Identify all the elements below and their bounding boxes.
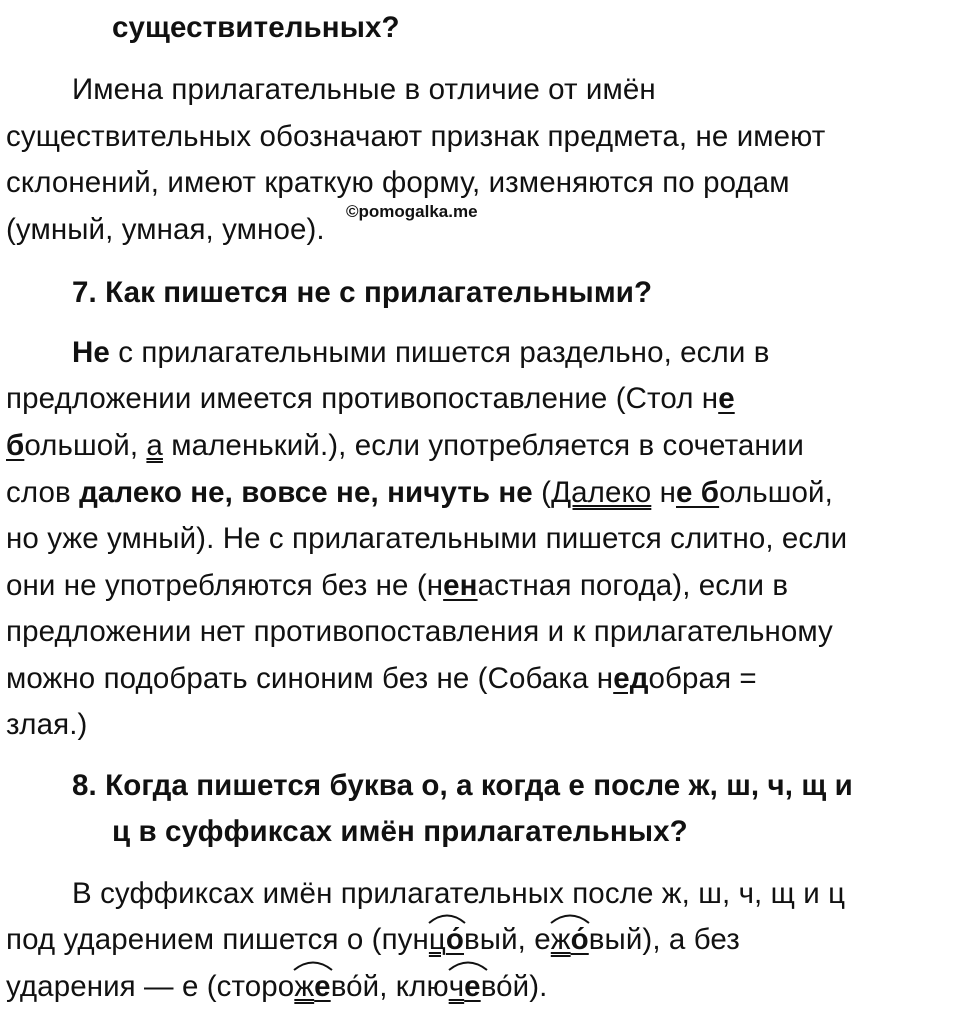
- highlight-ed: ед: [613, 662, 649, 695]
- text-run: ольшой,: [24, 429, 147, 462]
- text-run: слов: [6, 476, 80, 509]
- text-run: во́й).: [480, 970, 548, 1003]
- answer-7-line-3: [6, 428, 804, 464]
- consonant-ts: [429, 922, 446, 958]
- answer-8-line-3: [6, 969, 547, 1005]
- text-run: обрая =: [648, 662, 757, 695]
- answer-6-line-2: существительных обозначают признак предмета, не имеют: [6, 120, 826, 153]
- keyword-ne: Не: [72, 336, 110, 369]
- text-run: под ударением пишется о (пун: [6, 923, 429, 956]
- letter: ж: [550, 923, 571, 956]
- text-run: можно подобрать синоним без не (Собака н: [6, 662, 614, 695]
- highlight-e: е: [718, 382, 735, 415]
- suffix-arc-icon: [427, 912, 467, 924]
- consonant-zh: [294, 969, 314, 1005]
- text-run: ударения — е (сторо: [6, 970, 295, 1003]
- suffix-arc-icon: [549, 912, 591, 924]
- highlight-o: о́: [445, 923, 465, 956]
- question-8-heading-line-2: ц в суффиксах имён прилагательных?: [112, 815, 688, 848]
- highlight-o: о́: [570, 923, 589, 956]
- answer-7-line-9: злая.): [6, 708, 88, 741]
- answer-8-line-2: [6, 922, 740, 958]
- text-run: н: [651, 476, 676, 509]
- answer-6-line-1: Имена прилагательные в отличие от имён: [72, 73, 656, 106]
- text-run: астная погода), если в: [477, 569, 789, 602]
- highlight-b: б: [6, 429, 25, 462]
- text-run: с прилагательными пишется раздельно, если в: [109, 336, 770, 369]
- text-run: (: [532, 476, 552, 509]
- suffix-arc-icon: [292, 959, 334, 971]
- text-run: во́й, клю: [330, 970, 449, 1003]
- answer-7-line-2: [6, 381, 735, 417]
- text-run: предложении имеется противопоставление (Стол н: [6, 382, 719, 415]
- answer-7-line-8: [6, 661, 757, 697]
- text-run: они не употребляются без не (н: [6, 569, 444, 602]
- phrase-bold: далеко не, вовсе не, ничуть не: [79, 476, 533, 509]
- text-run: маленький.), если употребляется в сочетании: [162, 429, 804, 462]
- letter: ж: [294, 970, 315, 1003]
- answer-7-line-4: [6, 475, 833, 511]
- answer-6-line-3: склонений, имеют краткую форму, изменяются по родам: [6, 166, 790, 199]
- conjunction-a: а: [146, 429, 163, 462]
- question-6-heading: существительных?: [112, 11, 400, 44]
- answer-7-line-6: [6, 568, 788, 604]
- letter: ч: [448, 970, 465, 1003]
- answer-7-line-7: предложении нет противопоставления и к прилагательному: [6, 615, 833, 648]
- question-7-heading: 7. Как пишется не с прилагательными?: [72, 276, 653, 309]
- text-run: ольшой,: [719, 476, 833, 509]
- answer-6-line-4: (умный, умная, умное).: [6, 213, 325, 246]
- highlight-en: ен: [443, 569, 478, 602]
- answer-8-line-1: В суффиксах имён прилагательных после ж, ш, ч, щ и ц: [72, 877, 846, 910]
- highlight-e-b: е б: [676, 476, 720, 509]
- watermark: ©pomogalka.me: [346, 202, 478, 221]
- suffix-arc-icon: [447, 959, 489, 971]
- consonant-zh: [551, 922, 571, 958]
- answer-7-line-1: [72, 335, 770, 371]
- word-daleko: Далеко: [551, 476, 652, 509]
- text-run: вый, е: [464, 923, 551, 956]
- question-8-heading-line-1: 8. Когда пишется буква о, а когда е после ж, ш, ч, щ и: [72, 769, 853, 802]
- highlight-e: е: [314, 970, 331, 1003]
- letter: ц: [428, 923, 446, 956]
- consonant-ch: [449, 969, 464, 1005]
- text-run: вый), а без: [588, 923, 740, 956]
- highlight-e: е: [464, 970, 481, 1003]
- answer-7-line-5: но уже умный). Не с прилагательными пишется слитно, если: [6, 522, 848, 555]
